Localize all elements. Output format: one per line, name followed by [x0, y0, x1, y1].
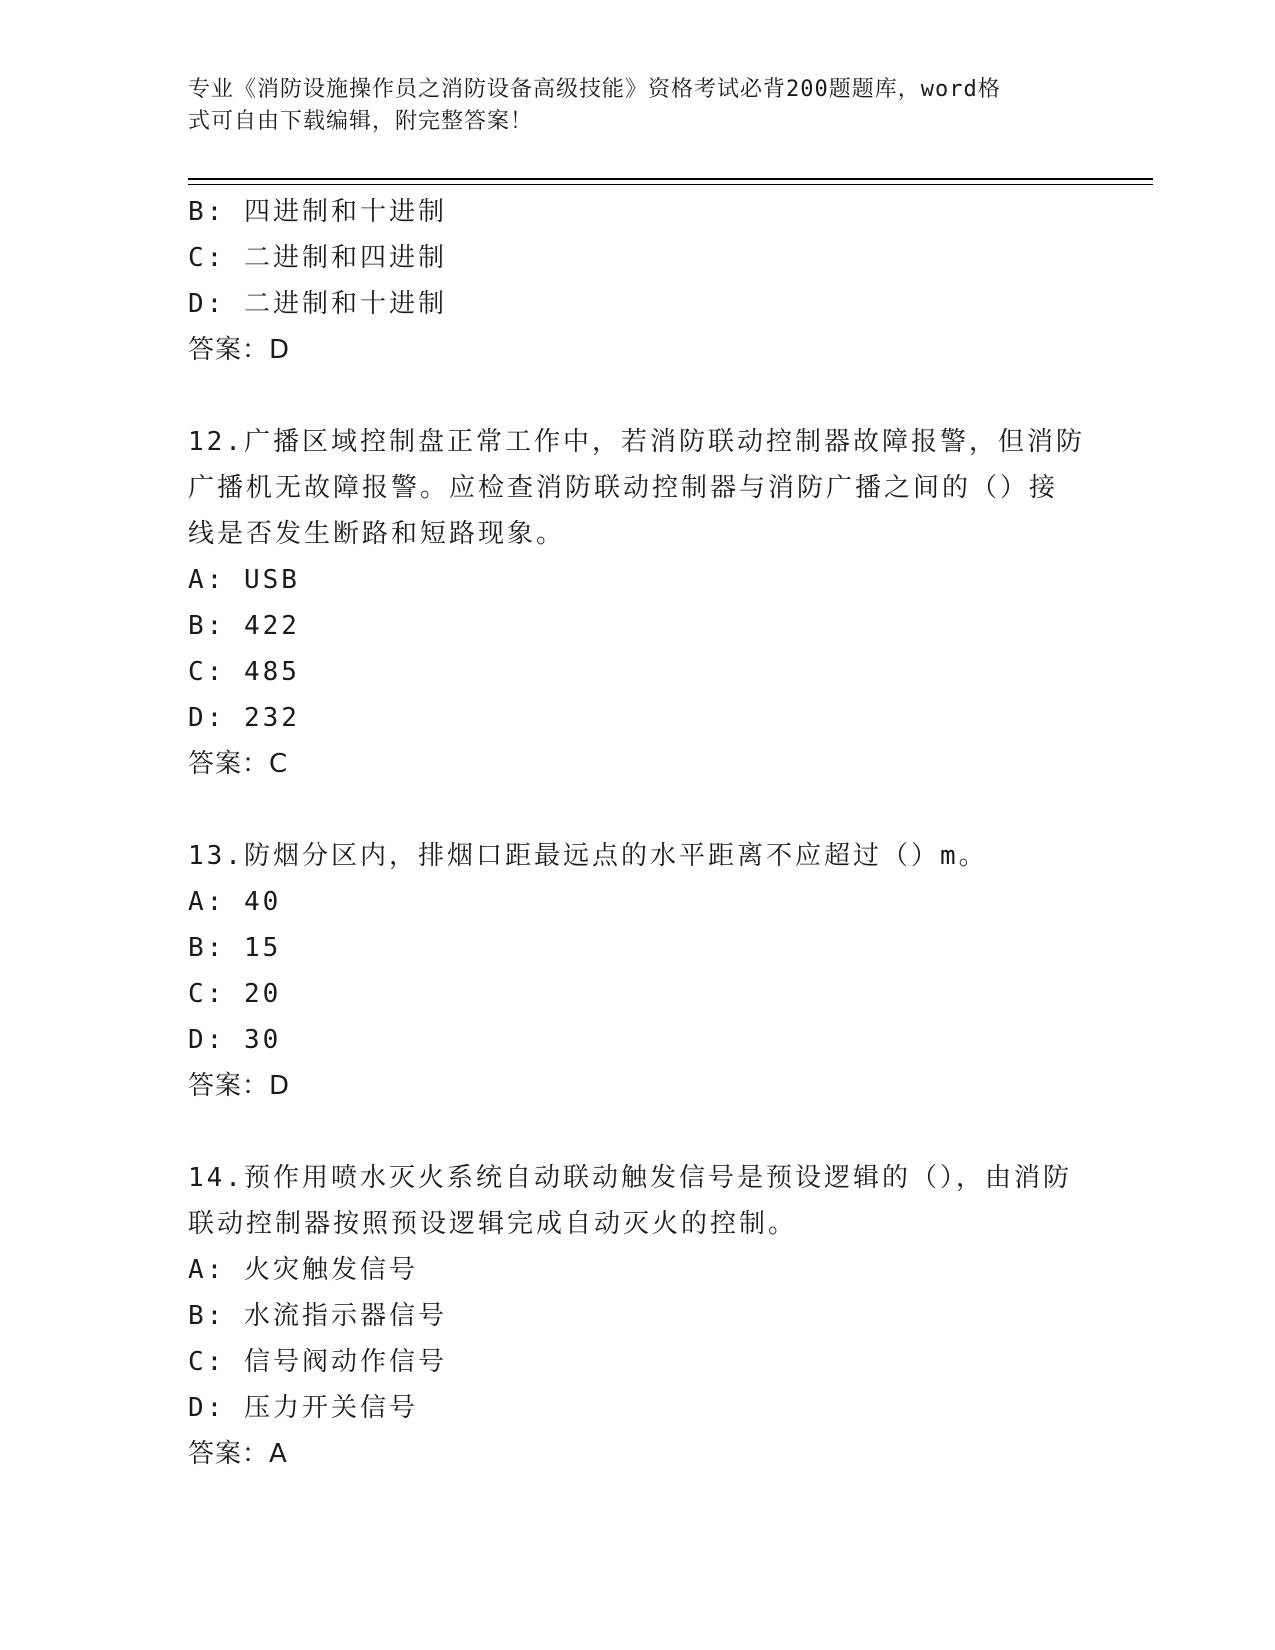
- answer-line: 答案：D: [188, 335, 291, 365]
- option-b: B: 15: [188, 933, 282, 963]
- document-header: [188, 74, 1068, 138]
- option-a: A: USB: [188, 565, 300, 595]
- option-c: C: 20: [188, 979, 282, 1009]
- header-line-2: 式可自由下载编辑，附完整答案！: [188, 109, 534, 134]
- question-14: [188, 1155, 1088, 1477]
- option-c: C: 二进制和四进制: [188, 243, 447, 273]
- question-text-line: 广播机无故障报警。应检查消防联动控制器与消防广播之间的（）接: [188, 473, 1059, 503]
- option-b: B: 水流指示器信号: [188, 1301, 447, 1331]
- question-content: [188, 189, 1088, 1477]
- option-d: D: 232: [188, 703, 300, 733]
- option-b: B: 四进制和十进制: [188, 197, 447, 227]
- option-d: D: 30: [188, 1025, 282, 1055]
- header-rule-thick: [188, 178, 1153, 180]
- question-text-line: 13.防烟分区内，排烟口距最远点的水平距离不应超过（）m。: [188, 841, 988, 871]
- header-line-1: 专业《消防设施操作员之消防设备高级技能》资格考试必背200题题库，word格: [188, 77, 1001, 102]
- header-rule-thin: [188, 184, 1153, 185]
- question-12: [188, 419, 1088, 787]
- option-d: D: 二进制和十进制: [188, 289, 447, 319]
- question-text-line: 线是否发生断路和短路现象。: [188, 519, 566, 549]
- question-13: [188, 833, 1088, 1109]
- option-a: A: 火灾触发信号: [188, 1255, 418, 1285]
- answer-line: 答案：C: [188, 749, 289, 779]
- option-d: D: 压力开关信号: [188, 1393, 418, 1423]
- question-text-line: 14.预作用喷水灭火系统自动联动触发信号是预设逻辑的（），由消防: [188, 1163, 1072, 1193]
- option-c: C: 信号阀动作信号: [188, 1347, 447, 1377]
- answer-line: 答案：A: [188, 1439, 288, 1469]
- question-text-line: 联动控制器按照预设逻辑完成自动灭火的控制。: [188, 1209, 798, 1239]
- option-a: A: 40: [188, 887, 282, 917]
- answer-line: 答案：D: [188, 1071, 291, 1101]
- question-text-line: 12.广播区域控制盘正常工作中，若消防联动控制器故障报警，但消防: [188, 427, 1085, 457]
- option-c: C: 485: [188, 657, 300, 687]
- option-b: B: 422: [188, 611, 300, 641]
- carryover-block: [188, 189, 1088, 373]
